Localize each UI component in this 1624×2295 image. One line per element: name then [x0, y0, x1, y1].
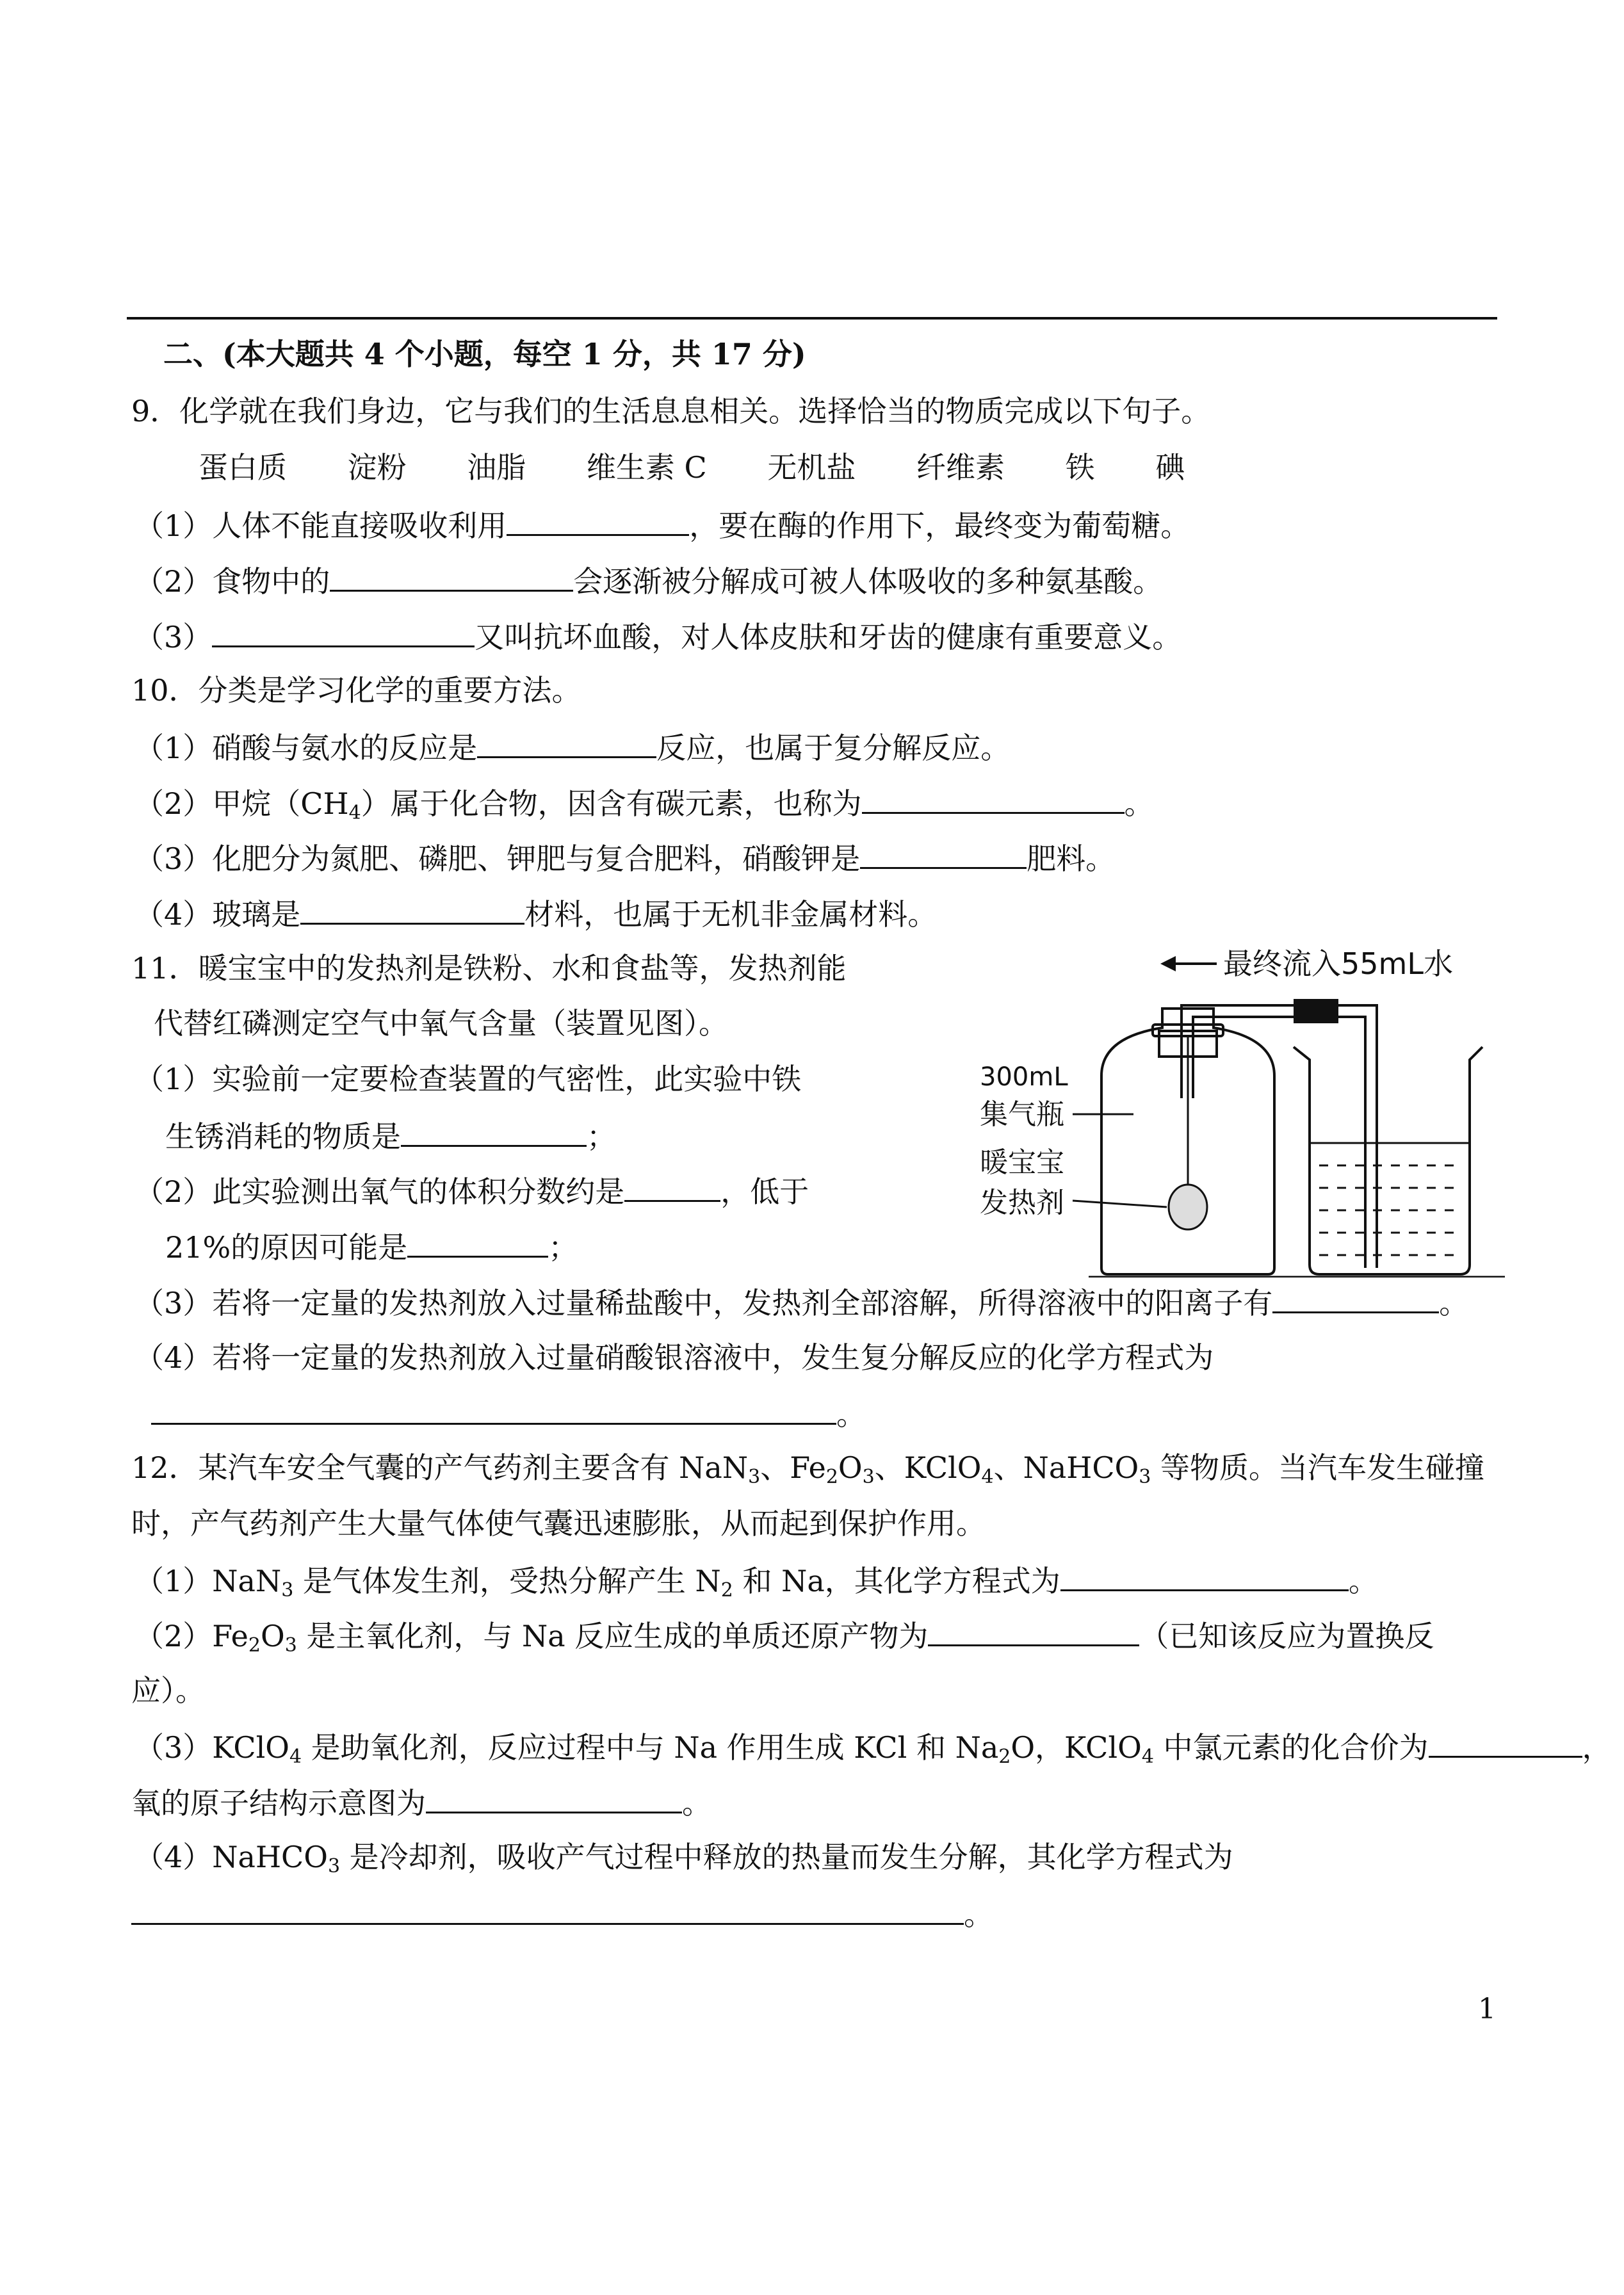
- q12-stem-text-c: O: [838, 1450, 863, 1485]
- q12-part2-cont: 应）。: [131, 1673, 205, 1708]
- q11-p2-text-c: 21%的原因可能是: [165, 1230, 408, 1265]
- q10-p1-text-b: 反应，也属于复分解反应。: [656, 731, 1011, 765]
- q11-part4: （4）若将一定量的发热剂放入过量硝酸银溶液中，发生复分解反应的化学方程式为: [134, 1340, 1214, 1375]
- q12-p2-sub-2: 3: [284, 1634, 297, 1657]
- q11-p1-text-c: ；: [587, 1119, 616, 1154]
- option-vitamin-c: 维生素 C: [586, 450, 707, 485]
- q12-p2-text-b: O: [260, 1619, 285, 1653]
- q11-p2-text-b: ，低于: [720, 1174, 809, 1209]
- beaker: [1294, 1047, 1482, 1274]
- q12-p2-text-a: （2）Fe: [134, 1619, 248, 1653]
- q9-stem: 9．化学就在我们身边，它与我们的生活息息相关。选择恰当的物质完成以下句子。: [131, 394, 1211, 428]
- q12-p4-text-b: 是冷却剂，吸收产气过程中释放的热量而发生分解，其化学方程式为: [340, 1840, 1233, 1874]
- q12-part4: [134, 1838, 1233, 1886]
- q11-p3-blank[interactable]: [1272, 1282, 1439, 1313]
- q12-p1-text-d: 。: [1348, 1564, 1378, 1598]
- header-rule: [127, 317, 1497, 320]
- option-iron: 铁: [1065, 450, 1095, 485]
- q12-p2-blank[interactable]: [928, 1615, 1139, 1646]
- q12-p4-end: 。: [964, 1897, 993, 1932]
- q10-p2-text-b: ）属于化合物，因含有碳元素，也称为: [361, 786, 862, 821]
- section-title: 二、(本大题共 4 个小题，每空 1 分，共 17 分): [163, 337, 806, 371]
- q12-p2-text-d: （已知该反应为置换反: [1139, 1619, 1434, 1653]
- q12-part1: [134, 1560, 1378, 1610]
- q9-p1-text-a: （1）人体不能直接吸收利用: [134, 508, 507, 543]
- q12-stem-sub-2: 2: [825, 1466, 838, 1488]
- q12-part3-cont: [131, 1782, 711, 1822]
- q9-p3-text-a: （3）: [134, 620, 213, 654]
- q10-p2-subscript: 4: [348, 802, 361, 824]
- q9-options: [199, 448, 1185, 487]
- q10-p4-blank[interactable]: [300, 893, 524, 925]
- q10-p4-text-b: 材料，也属于无机非金属材料。: [524, 897, 938, 932]
- q12-p3-text-b: 是助氧化剂，反应过程中与 Na 作用生成 KCl 和 Na: [302, 1730, 999, 1765]
- q10-p2-text-a: （2）甲烷（CH: [134, 786, 349, 821]
- q11-p2-text-d: ；: [548, 1230, 578, 1265]
- q11-p2-blank-2[interactable]: [407, 1226, 548, 1258]
- option-starch: 淀粉: [347, 450, 407, 485]
- volume-label: 300mL: [980, 1062, 1068, 1092]
- q10-p1-blank[interactable]: [477, 727, 656, 758]
- q11-p3-text-a: （3）若将一定量的发热剂放入过量稀盐酸中，发热剂全部溶解，所得溶液中的阳离子有: [134, 1286, 1273, 1320]
- q10-p3-text-a: （3）化肥分为氮肥、磷肥、钾肥与复合肥料，硝酸钾是: [134, 841, 861, 876]
- q12-stem-2: 时，产气药剂产生大量气体使气囊迅速膨胀，从而起到保护作用。: [131, 1506, 986, 1541]
- q9-p3-blank[interactable]: [212, 616, 475, 647]
- q11-part2-line1: [134, 1171, 809, 1211]
- q12-stem-sub-3: 3: [862, 1466, 875, 1488]
- warmer-pointer: [1073, 1201, 1167, 1207]
- q12-stem-text-f: 等物质。当汽车发生碰撞: [1151, 1450, 1484, 1485]
- q12-p4-blank[interactable]: [131, 1894, 964, 1925]
- warmer-label-2: 发热剂: [980, 1187, 1064, 1219]
- q11-part1-line1: （1）实验前一定要检查装置的气密性，此实验中铁: [134, 1062, 802, 1096]
- q12-p2-text-c: 是主氧化剂，与 Na 反应生成的单质还原产物为: [296, 1619, 929, 1653]
- option-iodine: 碘: [1155, 450, 1185, 485]
- q11-p1-blank[interactable]: [401, 1115, 587, 1147]
- warmer-label-1: 暖宝宝: [980, 1146, 1064, 1179]
- q12-stem-1: [131, 1448, 1484, 1496]
- apparatus-figure: [961, 932, 1505, 1277]
- q9-p1-text-b: ，要在酶的作用下，最终变为葡萄糖。: [689, 508, 1190, 543]
- q12-stem-text-e: 、NaHCO: [993, 1450, 1139, 1485]
- q10-p3-text-b: 肥料。: [1027, 841, 1116, 876]
- flow-arrow-head: [1160, 956, 1176, 971]
- q10-stem: 10．分类是学习化学的重要方法。: [131, 673, 581, 708]
- q12-p1-text-a: （1）NaN: [134, 1564, 282, 1598]
- q11-p1-text-b: 生锈消耗的物质是: [165, 1119, 401, 1154]
- q12-p3-text-d: 中氯元素的化合价为: [1153, 1730, 1429, 1765]
- rubber-clamp: [1294, 999, 1338, 1023]
- bottle-label: 集气瓶: [980, 1098, 1064, 1131]
- q12-stem-text-a: 12．某汽车安全气囊的产气药剂主要含有 NaN: [131, 1450, 749, 1485]
- q12-p3-blank-1[interactable]: [1429, 1726, 1582, 1758]
- q11-p4-blank[interactable]: [151, 1393, 836, 1425]
- q12-stem-sub-1: 3: [748, 1466, 761, 1488]
- q12-stem-sub-4: 4: [981, 1466, 994, 1488]
- q12-part3: [134, 1726, 1612, 1776]
- q12-p1-text-c: 和 Na，其化学方程式为: [733, 1564, 1060, 1598]
- q9-p1-blank[interactable]: [507, 505, 689, 536]
- q11-part4-answer: [151, 1393, 866, 1434]
- q12-p3-sub-2: 2: [998, 1746, 1011, 1768]
- q12-p4-text-a: （4）NaHCO: [134, 1840, 328, 1874]
- q12-p3-text-g: 。: [682, 1786, 711, 1821]
- water-dashes: [1319, 1165, 1460, 1255]
- q10-p2-blank[interactable]: [862, 783, 1125, 814]
- q11-p4-end: 。: [836, 1397, 866, 1432]
- q12-p4-sub-1: 3: [327, 1855, 341, 1877]
- q12-p1-sub-1: 3: [281, 1579, 294, 1602]
- q12-p1-text-b: 是气体发生剂，受热分解产生 N: [293, 1564, 721, 1598]
- q12-stem-text-b: 、Fe: [760, 1450, 826, 1485]
- warmer-packet: [1169, 1185, 1207, 1229]
- q11-p2-blank-1[interactable]: [624, 1171, 720, 1202]
- q10-p1-text-a: （1）硝酸与氨水的反应是: [134, 731, 478, 765]
- q12-p3-blank-2[interactable]: [426, 1782, 682, 1813]
- q9-part1: [134, 505, 1190, 545]
- q12-p3-sub-1: 4: [289, 1746, 302, 1768]
- q12-p1-sub-2: 2: [720, 1579, 733, 1602]
- option-cellulose: 纤维素: [916, 450, 1005, 485]
- q10-part4: [134, 893, 937, 934]
- q12-stem-sub-5: 3: [1139, 1466, 1151, 1488]
- q12-p3-text-a: （3）KClO: [134, 1730, 290, 1765]
- q11-stem-1: 11．暖宝宝中的发热剂是铁粉、水和食盐等，发热剂能: [131, 951, 847, 985]
- q11-stem-2: 代替红磷测定空气中氧气含量（装置见图）。: [154, 1006, 728, 1041]
- q9-p2-text-b: 会逐渐被分解成可被人体吸收的多种氨基酸。: [573, 564, 1163, 599]
- glass-tube: [1181, 1005, 1377, 1268]
- arrow-label: 最终流入55mL水: [1223, 946, 1453, 981]
- q9-part3: [134, 616, 1181, 656]
- q11-part3: [134, 1282, 1468, 1322]
- q9-part2: [134, 560, 1162, 601]
- q9-p3-text-b: 又叫抗坏血酸，对人体皮肤和牙齿的健康有重要意义。: [475, 620, 1182, 654]
- q12-part4-answer: [131, 1894, 993, 1934]
- q10-p4-text-a: （4）玻璃是: [134, 897, 301, 932]
- q12-p3-text-f: 氧的原子结构示意图为: [131, 1786, 426, 1821]
- q12-part2: [134, 1615, 1434, 1665]
- q12-p3-text-c: O，KClO: [1011, 1730, 1142, 1765]
- q11-part1-line2: [165, 1115, 616, 1156]
- q12-p2-sub-1: 2: [248, 1634, 261, 1657]
- q12-p1-blank[interactable]: [1060, 1560, 1349, 1591]
- q12-p3-text-e: ，: [1582, 1730, 1612, 1765]
- q12-stem-text-d: 、KClO: [874, 1450, 982, 1485]
- option-protein: 蛋白质: [199, 450, 287, 485]
- page-number: 1: [1478, 1993, 1496, 2025]
- q11-p2-text-a: （2）此实验测出氧气的体积分数约是: [134, 1174, 625, 1209]
- q9-p2-blank[interactable]: [330, 560, 573, 592]
- q12-p3-sub-3: 4: [1141, 1746, 1154, 1768]
- q11-part2-line2: [165, 1226, 578, 1267]
- option-inorganic-salt: 无机盐: [767, 450, 856, 485]
- q9-p2-text-a: （2）食物中的: [134, 564, 330, 599]
- q10-part2: [134, 783, 1154, 832]
- q11-p3-text-b: 。: [1439, 1286, 1469, 1320]
- q10-part1: [134, 727, 1010, 767]
- q10-p2-text-c: 。: [1124, 786, 1154, 821]
- q10-p3-blank[interactable]: [860, 838, 1027, 869]
- q10-part3: [134, 838, 1115, 878]
- option-fat: 油脂: [467, 450, 526, 485]
